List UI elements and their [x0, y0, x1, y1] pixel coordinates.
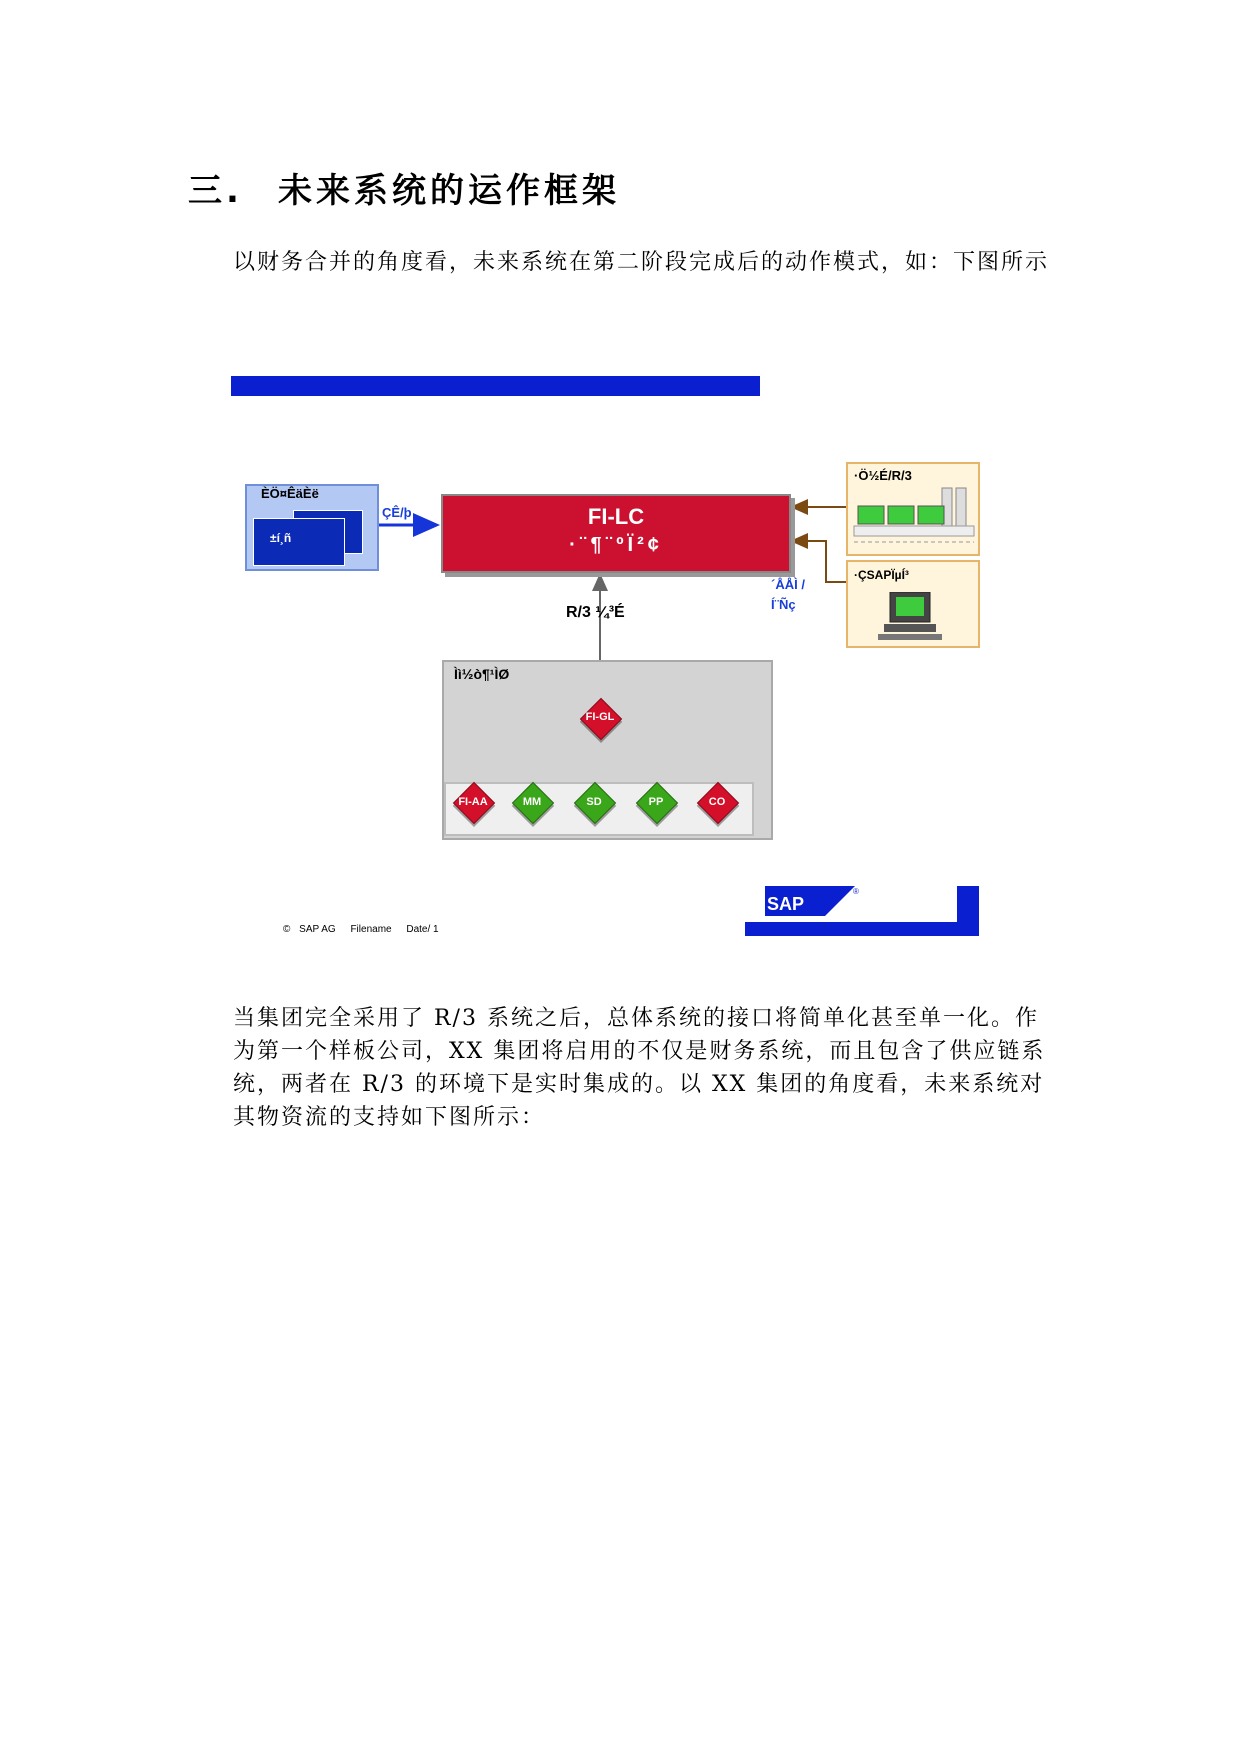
remote-r3-label: ·Ö½É/R/3 [854, 468, 912, 483]
nonsap-label: ·ÇSAPÏµÍ³ [854, 568, 909, 582]
document-front-icon [253, 518, 345, 566]
filc-subtitle: ·¨¶¨ºÏ²¢ [569, 534, 663, 556]
source-doc-label: ±í¸ñ [270, 531, 292, 545]
source-input-box [245, 484, 379, 571]
filc-box [441, 494, 791, 573]
gray-panel-title: Ìì½ò¶¹ÌØ [454, 666, 510, 682]
side-label-1: ´ÅÅÌ / [771, 577, 805, 592]
side-label-2: Í¨Ñç [771, 597, 796, 612]
source-box-title: ÈÖ¤ÊäÈë [261, 486, 319, 501]
module-label-pp: PP [648, 796, 664, 808]
module-label-mm: MM [522, 796, 542, 808]
footer-filename: Filename [350, 924, 392, 935]
footer-date: Date/ 1 [406, 924, 439, 935]
source-arrow-label: ÇÊ/þ [382, 505, 412, 520]
sap-logo [745, 886, 979, 936]
section-title: 未来系统的运作框架 [278, 171, 620, 211]
figl-label: FI-GL [585, 711, 615, 723]
remote-r3-panel [846, 462, 980, 556]
sap-logo-text: SAP [767, 894, 805, 914]
module-label-fiaa: FI-AA [458, 796, 488, 808]
body-paragraph: 当集团完全采用了 R/3 系统之后，总体系统的接口将简单化甚至单一化。作为第一个样板公司，XX 集团将启用的不仅是财务系统，而且包含了供应链系统，两者在 R/3 的环境下是实时集成的。以 XX 集团的角度看，未来系统对其物资流的支持如下图所示： [233, 1006, 1046, 1130]
computer-icon [876, 592, 946, 642]
intro-paragraph: 以财务合并的角度看，未来系统在第二阶段完成后的动作模式，如：下图所示 [233, 250, 1050, 275]
nonsap-panel [846, 560, 980, 648]
module-label-sd: SD [586, 796, 602, 808]
r3-arrow-label: R/3 ¼³É [566, 604, 625, 621]
diagram-footer [283, 924, 439, 935]
copyright-symbol: © [283, 924, 291, 935]
sap-logo-frame [745, 886, 979, 936]
nonsap-to-filc-arrow [792, 541, 846, 582]
module-label-co: CO [708, 796, 726, 808]
sap-logo-registered: ® [853, 887, 859, 896]
server-network-icon [852, 482, 976, 552]
filc-title: FI-LC [587, 504, 645, 529]
footer-company: SAP AG [299, 924, 336, 935]
section-number: 三. [188, 171, 243, 211]
